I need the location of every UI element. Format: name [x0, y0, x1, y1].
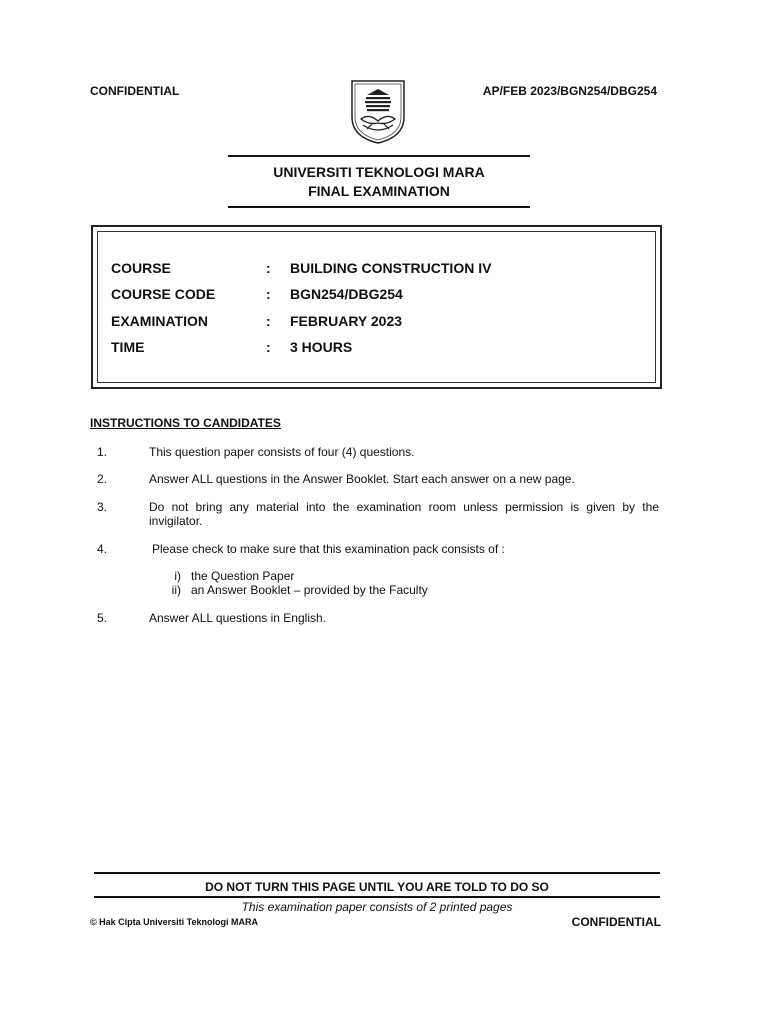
- instruction-number: 4.: [97, 542, 108, 556]
- sub-item-number: i): [174, 569, 181, 583]
- instruction-text: This question paper consists of four (4) questions.: [149, 445, 415, 459]
- instruction-number: 5.: [97, 611, 108, 625]
- info-value: BUILDING CONSTRUCTION IV: [290, 260, 492, 276]
- instructions-heading: INSTRUCTIONS TO CANDIDATES: [90, 416, 281, 430]
- title-bottom-rule: [228, 206, 530, 208]
- info-value: 3 HOURS: [290, 339, 353, 355]
- info-label: EXAMINATION: [111, 313, 208, 329]
- instruction-text: Answer ALL questions in English.: [149, 611, 326, 625]
- info-separator: :: [266, 286, 271, 302]
- info-separator: :: [266, 313, 271, 329]
- confidential-footer: CONFIDENTIAL: [571, 915, 661, 929]
- exam-title: FINAL EXAMINATION: [308, 183, 450, 199]
- instruction-number: 1.: [97, 445, 108, 459]
- info-separator: :: [266, 260, 271, 276]
- instruction-number: 2.: [97, 472, 108, 486]
- sub-item-text: the Question Paper: [191, 569, 295, 583]
- title-top-rule: [228, 155, 530, 157]
- footer-bottom-rule: [94, 896, 660, 898]
- page-count-note: This examination paper consists of 2 printed pages: [241, 900, 513, 914]
- do-not-turn-warning: DO NOT TURN THIS PAGE UNTIL YOU ARE TOLD TO DO SO: [205, 880, 549, 894]
- info-value: BGN254/DBG254: [290, 286, 403, 302]
- info-label: TIME: [111, 339, 145, 355]
- info-label: COURSE: [111, 260, 171, 276]
- info-value: FEBRUARY 2023: [290, 313, 403, 329]
- sub-item-text: an Answer Booklet – provided by the Faculty: [191, 583, 428, 597]
- instruction-text: Please check to make sure that this examination pack consists of :: [152, 542, 505, 556]
- copyright-notice: © Hak Cipta Universiti Teknologi MARA: [90, 917, 258, 927]
- paper-code: AP/FEB 2023/BGN254/DBG254: [482, 84, 657, 98]
- sub-item-number: ii): [171, 583, 181, 597]
- university-crest-icon: [349, 79, 407, 145]
- info-separator: :: [266, 339, 271, 355]
- instruction-text: Answer ALL questions in the Answer Booklet. Start each answer on a new page.: [149, 472, 575, 486]
- university-name: UNIVERSITI TEKNOLOGI MARA: [273, 164, 485, 180]
- course-info-box: [91, 225, 662, 389]
- info-label: COURSE CODE: [111, 286, 216, 302]
- instruction-text: Do not bring any material into the examination room unless permission is given by the invigilator.: [149, 500, 659, 528]
- footer-top-rule: [94, 872, 660, 874]
- instruction-number: 3.: [97, 500, 108, 514]
- confidential-header: CONFIDENTIAL: [90, 84, 180, 98]
